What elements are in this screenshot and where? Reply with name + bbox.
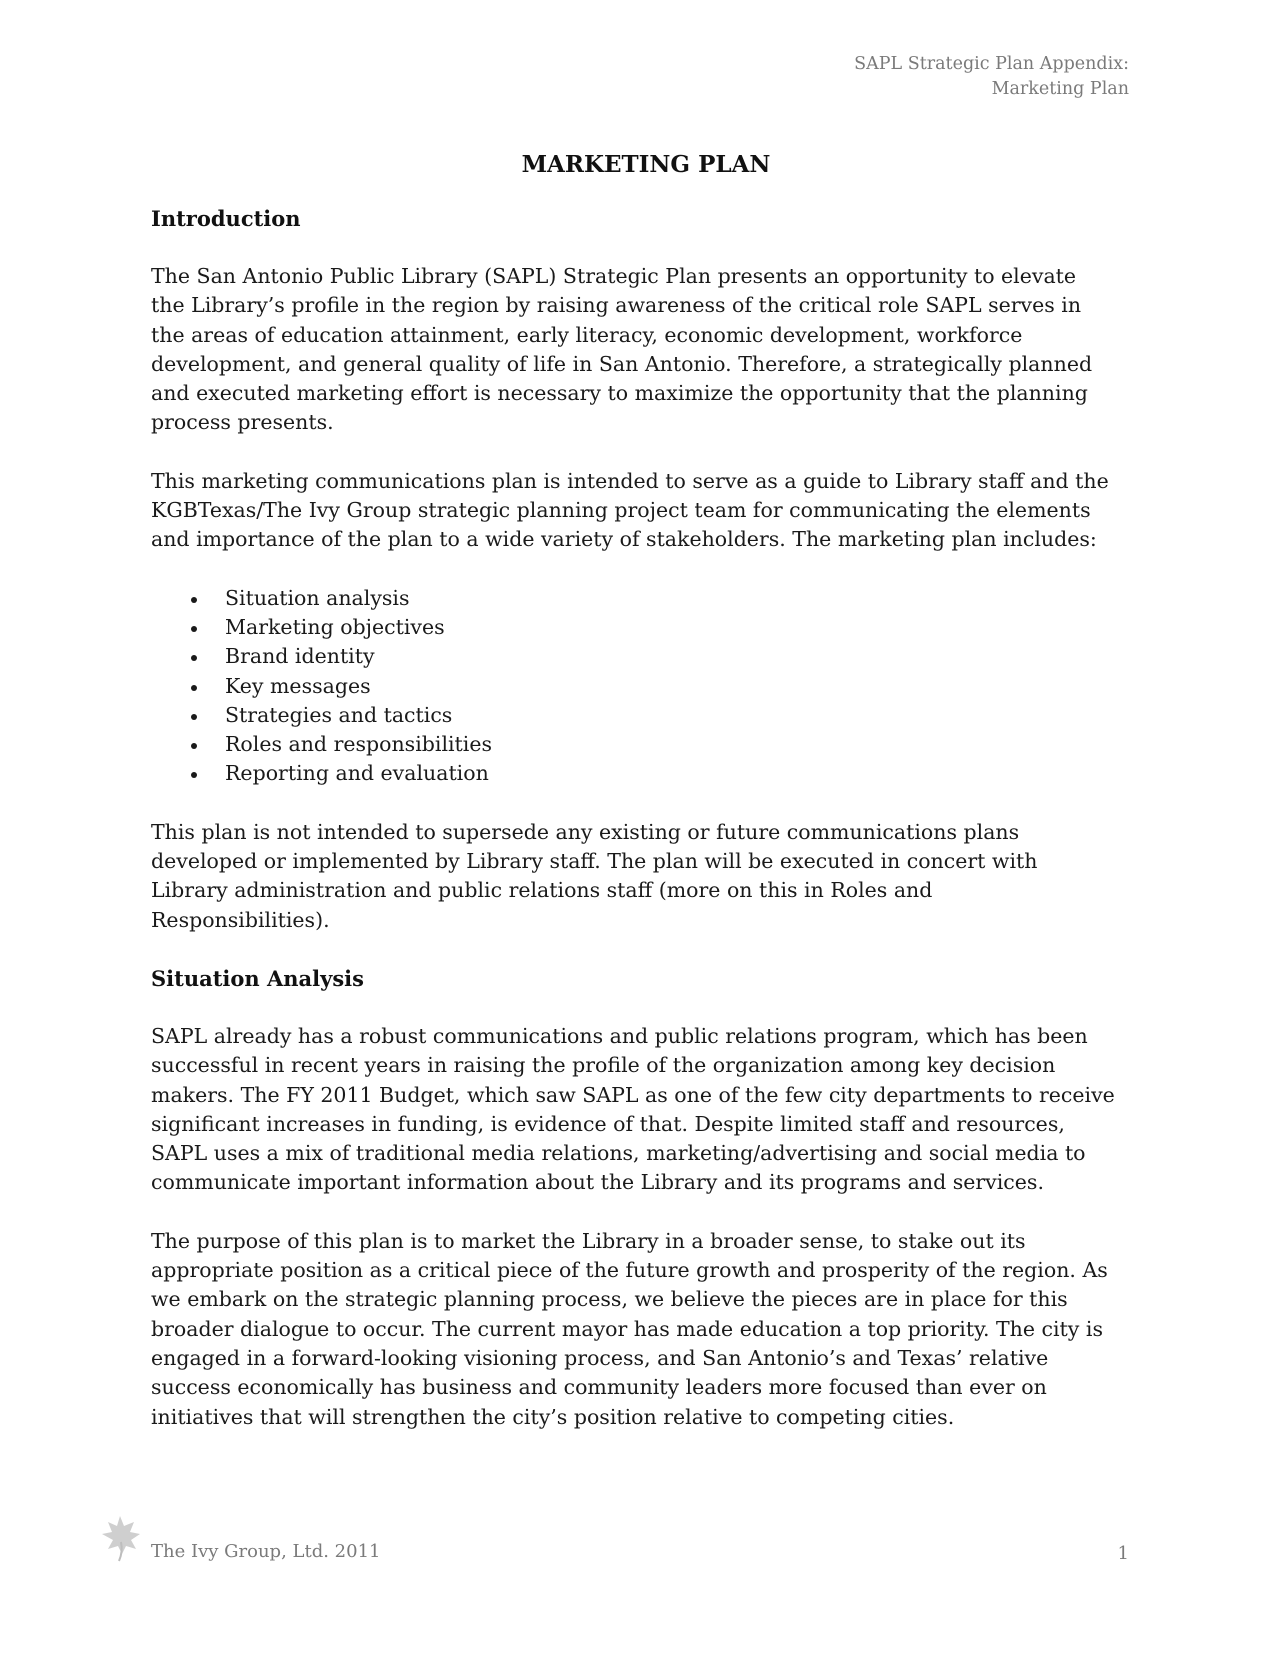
list-item-text: Reporting and evaluation	[225, 761, 489, 786]
list-item	[151, 584, 1141, 613]
section-heading-situation-analysis: Situation Analysis	[151, 965, 364, 991]
list-item-text: Situation analysis	[225, 585, 410, 610]
footer-copyright: The Ivy Group, Ltd. 2011	[151, 1541, 381, 1562]
bullet-icon	[191, 743, 197, 749]
document-title: MARKETING PLAN	[521, 151, 771, 178]
list-item	[151, 730, 1141, 759]
page-number: 1	[1117, 1543, 1129, 1564]
bullet-icon	[191, 772, 197, 778]
situation-paragraph-1: SAPL already has a robust communications and public relations program, which has been successful in recent years in raising the profile of the organization among key decision makers. The FY 2011 Budget, which saw SAPL as one of the few city departments to receive significant increases in funding, is evidence of that. Despite limited staff and resources, SAPL uses a mix of traditional media relations, marketing/advertising and social media to communicate important information about the Library and its programs and services.	[151, 1023, 1115, 1195]
running-header	[854, 52, 1129, 102]
situation-paragraph-2: The purpose of this plan is to market the Library in a broader sense, to stake out its appropriate position as a critical piece of the future growth and prosperity of the region. As we embark on the strategic planning process, we believe the pieces are in place for this broader dialogue to occur. The current mayor has made education a top priority. The city is engaged in a forward-looking visioning process, and San Antonio’s and Texas’ relative success economically has business and community leaders more focused than ever on initiatives that will strengthen the city’s position relative to competing cities.	[151, 1228, 1108, 1429]
section-heading-introduction: Introduction	[151, 206, 301, 231]
list-item-text: Key messages	[225, 673, 371, 698]
header-line-2: Marketing Plan	[991, 79, 1129, 99]
bullet-icon	[191, 655, 197, 661]
list-item-text: Marketing objectives	[225, 614, 445, 639]
bullet-icon	[191, 685, 197, 691]
ivy-leaf-icon	[98, 1512, 142, 1562]
list-item	[151, 672, 1141, 701]
header-line-1: SAPL Strategic Plan Appendix:	[854, 54, 1129, 74]
plan-contents-list	[151, 584, 1141, 789]
list-item	[151, 642, 1141, 671]
bullet-icon	[191, 626, 197, 632]
intro-paragraph-2: This marketing communications plan is intended to serve as a guide to Library staff and the KGBTexas/The Ivy Group strategic planning project team for communicating the elements and importance of the plan to a wide variety of stakeholders. The marketing plan includes:	[151, 468, 1109, 552]
intro-paragraph-3: This plan is not intended to supersede any existing or future communications plans developed or implemented by Library staff. The plan will be executed in concert with Library administration and public relations staff (more on this in Roles and Responsibilities).	[151, 819, 1038, 932]
list-item-text: Strategies and tactics	[225, 702, 453, 727]
intro-paragraph-1: The San Antonio Public Library (SAPL) Strategic Plan presents an opportunity to elevate the Library’s profile in the region by raising awareness of the critical role SAPL serves in the areas of education attainment, early literacy, economic development, workforce development, and general quality of life in San Antonio. Therefore, a strategically planned and executed marketing effort is necessary to maximize the opportunity that the planning process presents.	[151, 264, 1093, 435]
bullet-icon	[191, 714, 197, 720]
list-item	[151, 613, 1141, 642]
document-body	[151, 148, 1141, 1461]
list-item	[151, 759, 1141, 788]
list-item	[151, 701, 1141, 730]
bullet-icon	[191, 597, 197, 603]
list-item-text: Roles and responsibilities	[225, 732, 493, 757]
list-item-text: Brand identity	[225, 644, 375, 669]
